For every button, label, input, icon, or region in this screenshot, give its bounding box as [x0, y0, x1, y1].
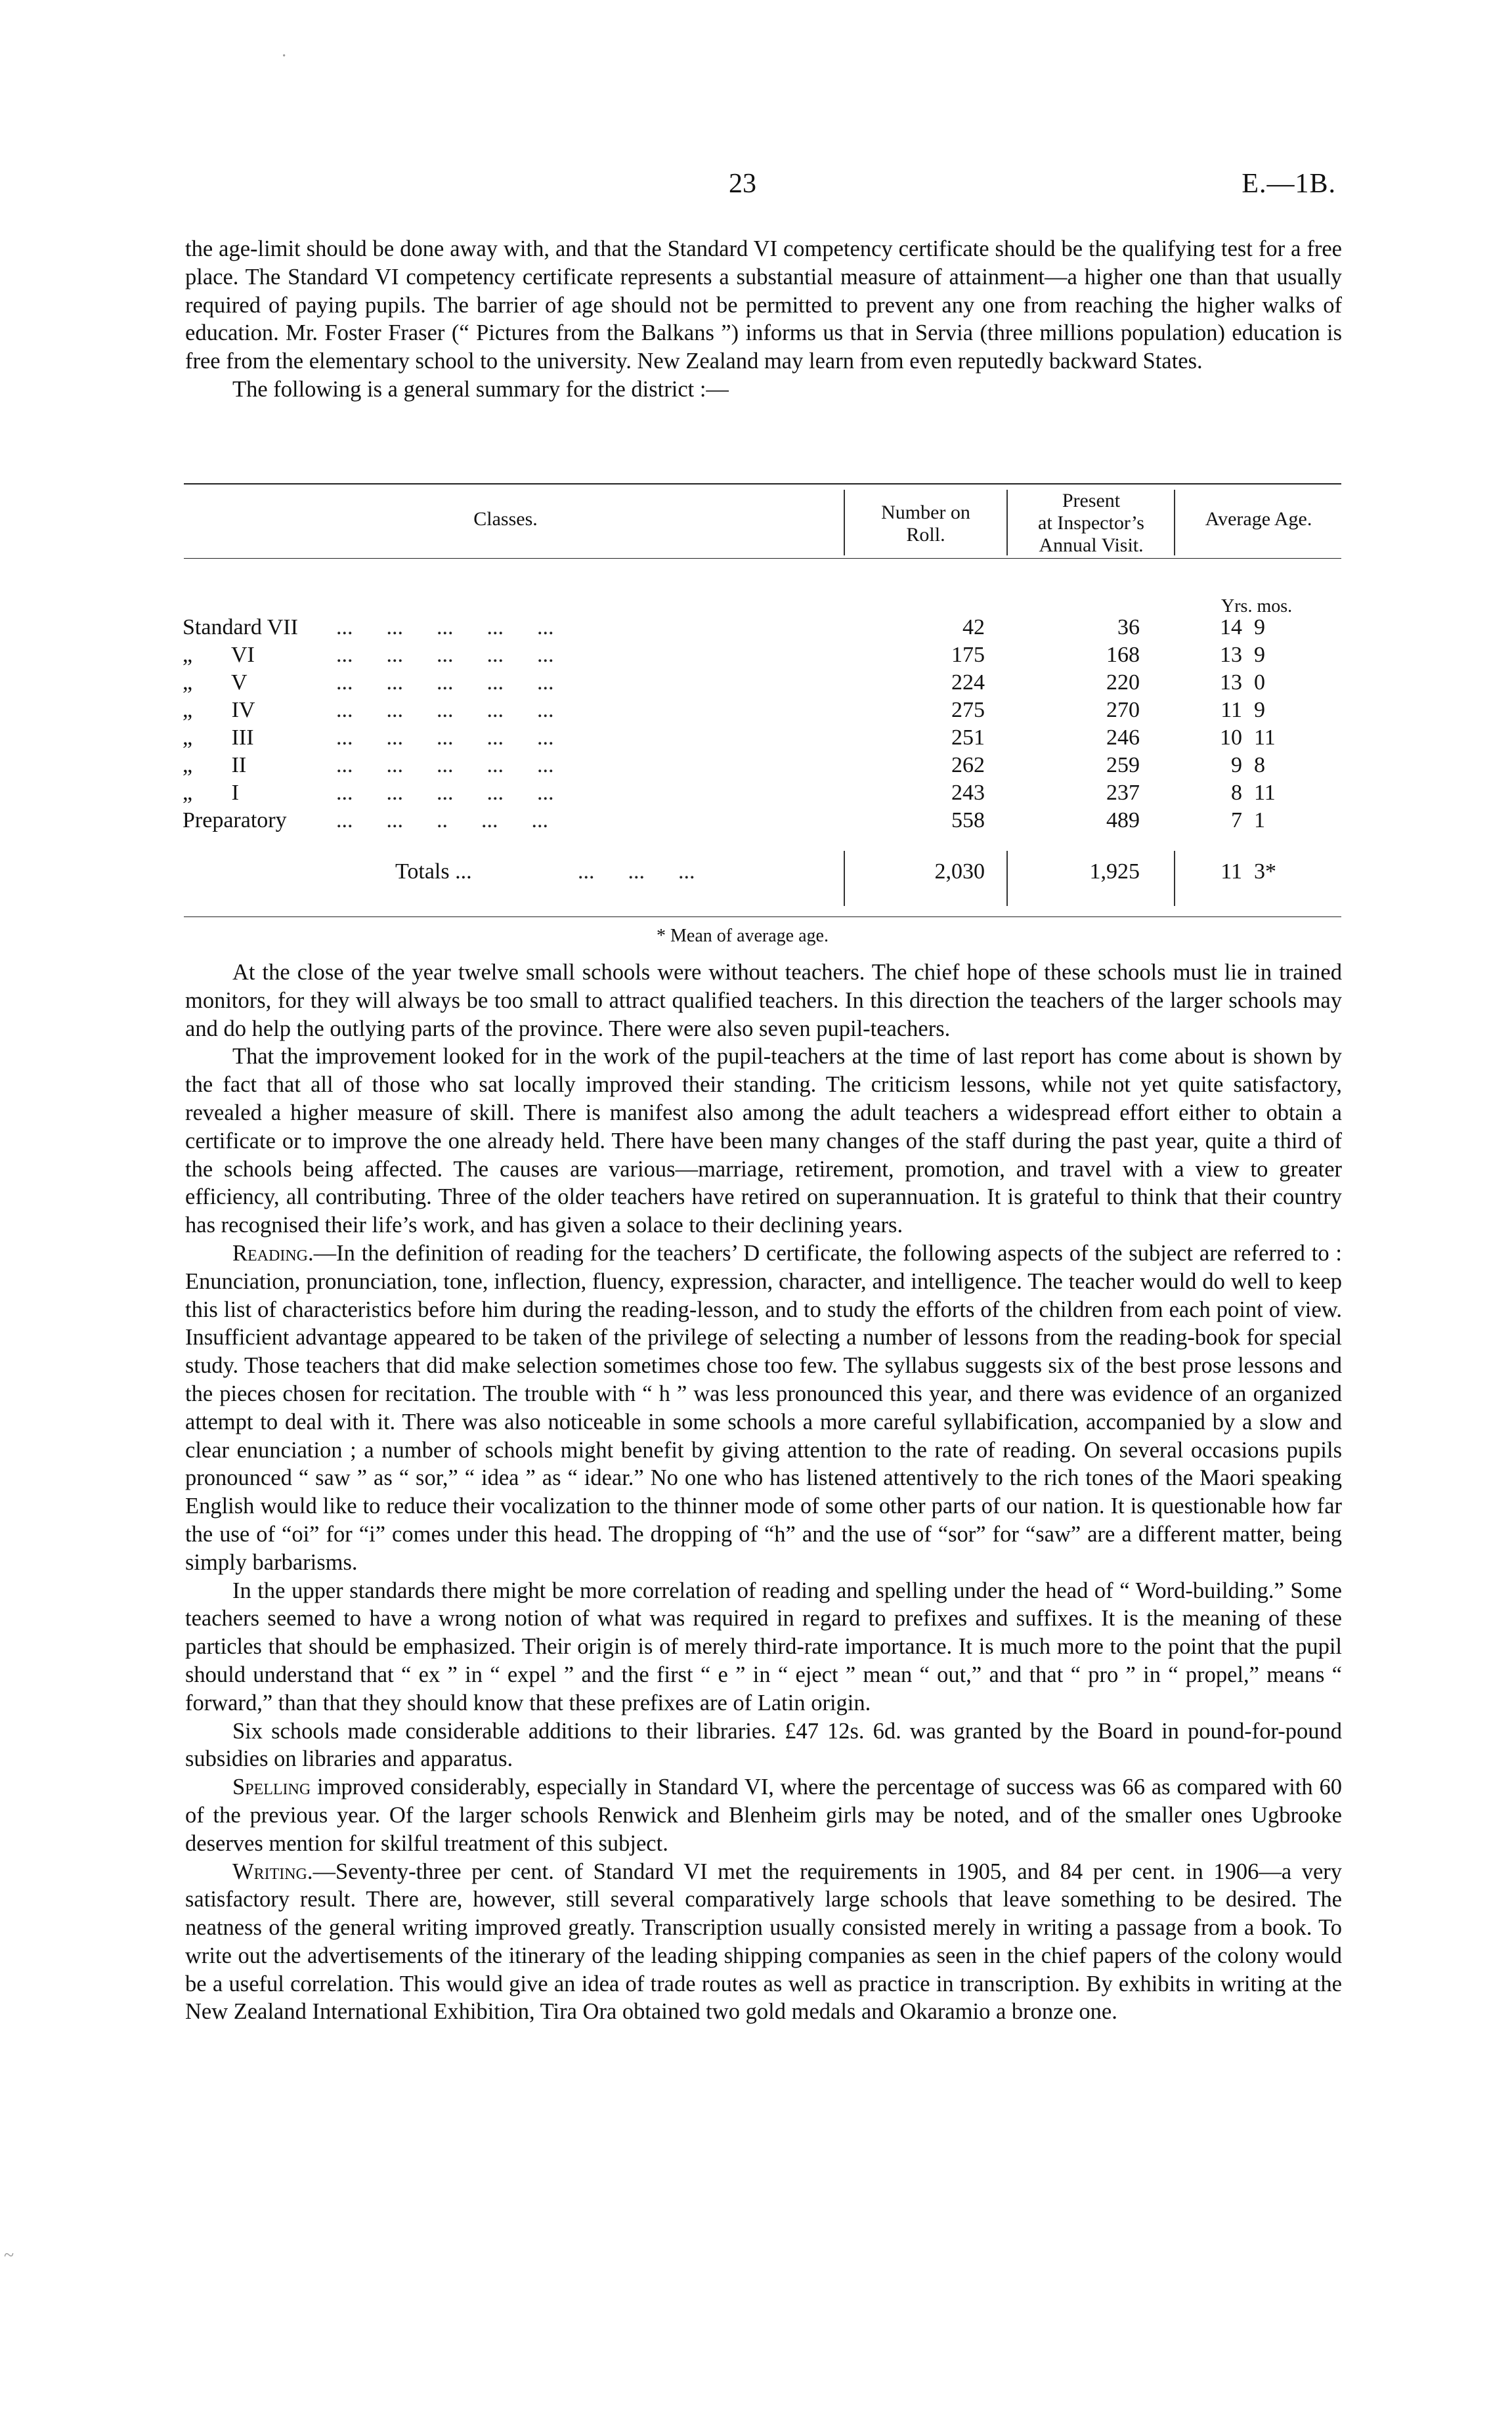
row-present: 237: [1106, 781, 1140, 805]
row-years: 9: [1231, 753, 1242, 777]
row-months: 8: [1254, 753, 1265, 777]
row-years: 7: [1231, 808, 1242, 832]
body-paragraph: [185, 1858, 1342, 2027]
header-average-age: Average Age.: [1205, 508, 1312, 530]
intro-paragraph: the age-limit should be done away with, and that the Standard VI competency certificate should be the qualifying test for a free place. The Standard VI competency certificate represents a substantial measure of attainment—a higher one than that usually required of paying pupils. The barrier of age should not be permitted to prevent any one from reaching the higher walks of education. Mr. Foster Fraser (“ Pictures from the Balkans ”) informs us that in Servia (three millions population) education is free from the elementary school to the university. New Zealand may learn from even reputedly backward States.: [185, 236, 1342, 374]
totals-leader-dots: ... ... ...: [578, 859, 695, 884]
paragraph-text: At the close of the year twelve small schools were without teachers. The chief hope of these schools must lie in trained monitors, for they will always be too small to attract qualified teachers. In this direction the teachers of the larger schools may and do help the outlying parts of the province. There were also seven pupil-teachers.: [185, 960, 1342, 1041]
row-class-label: „ III: [183, 725, 254, 750]
row-years: 13: [1220, 643, 1242, 667]
row-leader-dots: ... ... ... ... ...: [336, 615, 554, 639]
row-class-label: Standard VII: [183, 615, 298, 639]
row-present: 489: [1106, 808, 1140, 832]
scan-speck: ~: [4, 2245, 14, 2266]
row-present: 246: [1106, 725, 1140, 750]
row-roll: 42: [962, 615, 985, 639]
table-top-rule: [184, 483, 1341, 485]
column-divider: [844, 490, 845, 555]
header-classes: Classes.: [473, 508, 538, 530]
row-years: 11: [1220, 698, 1242, 722]
age-units: Yrs. mos.: [1221, 596, 1293, 616]
scan-speck: ·: [281, 46, 288, 66]
row-leader-dots: ... ... ... ... ...: [336, 643, 554, 667]
table-bottom-rule: [184, 916, 1341, 917]
paragraph-text: Six schools made considerable additions to their libraries. £47 12s. 6d. was granted by the Board in pound-for-pound subsidies on libraries and apparatus.: [185, 1718, 1342, 1772]
column-divider: [1006, 490, 1008, 555]
row-class-label: „ I: [183, 781, 239, 805]
body-paragraph: [185, 1577, 1342, 1717]
row-leader-dots: ... ... ... ... ...: [336, 725, 554, 750]
row-roll: 558: [951, 808, 985, 832]
row-class-label: „ V: [183, 670, 248, 695]
row-present: 270: [1106, 698, 1140, 722]
body-paragraph: [185, 1773, 1342, 1857]
paragraph-text: —Seventy-three per cent. of Standard VI met the requirements in 1905, and 84 per cent. in 1906—a very satisfactory result. There are, however, still several comparatively large schools that leave something to be desired. The neatness of the general writing improved greatly. Transcription usually consisted merely in writing a passage from a book. To write out the advertisements of the itinerary of the leading shipping companies as seen in the chief papers of the colony would be a useful correlation. This would give an idea of trade routes as well as practice in transcription. By exhibits in writing at the New Zealand International Exhibition, Tira Ora obtained two gold medals and Okaramio a bronze one.: [185, 1859, 1342, 2025]
totals-years: 11: [1220, 859, 1242, 884]
header-roll-line: Roll.: [906, 524, 945, 546]
row-months: 11: [1254, 725, 1276, 750]
row-present: 36: [1117, 615, 1140, 639]
document-reference: E.—1B.: [1242, 169, 1336, 199]
totals-present: 1,925: [1089, 859, 1140, 884]
header-present: [1010, 490, 1173, 557]
section-heading: Spelling: [232, 1775, 311, 1800]
row-leader-dots: ... ... ... ... ...: [336, 781, 554, 805]
row-roll: 275: [951, 698, 985, 722]
totals-label: Totals ...: [395, 859, 472, 884]
row-months: 11: [1254, 781, 1276, 805]
body-paragraph: [185, 1717, 1342, 1774]
body-text: [185, 959, 1342, 2026]
paragraph-text: —In the definition of reading for the teachers’ D certificate, the following aspects of the subject are referred to : Enunciation, pronunciation, tone, inflection, fluency, expression, character, and intelligence. The teacher would do well to keep this list of characteristics before him during the reading-lesson, and to study the efforts of the children from each point of view. Insufficient advantage appeared to be taken of the privilege of selecting a number of lessons from the reading-book for special study. Those teachers that did make selection sometimes chose too few. The syllabus suggests six of the best prose lessons and the pieces chosen for recitation. The trouble with “ h ” was less pronounced this year, and there was evidence of an organized attempt to deal with it. There was also noticeable in some schools a more careful syllabification, accompanied by a slow and clear enunciation ; a number of schools might benefit by giving attention to the rate of reading. On several occasions pupils pronounced “ saw ” as “ sor,” “ idea ” as “ idear.” No one who has listened attentively to the rich tones of the Maori speaking English would like to reduce their vocalization to the thinner mode of some other parts of our nation. It is questionable how far the use of “oi” for “i” comes under this head. The dropping of “h” and the use of “sor” for “saw” are a different matter, being simply barbarisms.: [185, 1240, 1342, 1575]
section-heading: Writing.: [232, 1859, 313, 1884]
row-class-label: „ IV: [183, 698, 255, 722]
row-years: 8: [1231, 781, 1242, 805]
row-class-label: Preparatory: [183, 808, 287, 832]
row-months: 9: [1254, 698, 1265, 722]
body-paragraph: [185, 959, 1342, 1043]
row-roll: 175: [951, 643, 985, 667]
row-months: 1: [1254, 808, 1265, 832]
header-present-line: at Inspector’s: [1038, 512, 1144, 534]
header-roll-line: Number on: [881, 502, 970, 523]
row-leader-dots: ... ... ... ... ...: [336, 698, 554, 722]
page-number: 23: [729, 169, 756, 199]
table-footnote: * Mean of average age.: [657, 926, 829, 946]
paragraph-text: In the upper standards there might be more correlation of reading and spelling under the head of “ Word-building.” Some teachers seemed to have a wrong notion of what was required in regard to prefixes and suffixes. It is the meaning of these particles that should be emphasized. Their origin is of merely third-rate importance. It is much more to the point that the pupil should understand that “ ex ” in “ expel ” and the first “ e ” in “ eject ” mean “ out,” and that “ pro ” in “ propel,” means “ forward,” than that they should know that these prefixes are of Latin origin.: [185, 1578, 1342, 1715]
header-present-line: Present: [1062, 490, 1121, 511]
column-divider: [1174, 851, 1175, 906]
summary-table: [184, 483, 1341, 924]
column-divider: [844, 851, 845, 906]
header-present-line: Annual Visit.: [1039, 534, 1144, 556]
row-present: 168: [1106, 643, 1140, 667]
intro-paragraph: The following is a general summary for the district :—: [232, 376, 729, 402]
row-leader-dots: ... ... ... ... ...: [336, 670, 554, 695]
column-divider: [1174, 490, 1175, 555]
row-present: 220: [1106, 670, 1140, 695]
row-years: 14: [1220, 615, 1242, 639]
table-header-rule: [184, 558, 1341, 559]
totals-months: 3*: [1254, 859, 1276, 884]
intro-text: [185, 235, 1342, 404]
row-months: 9: [1254, 643, 1265, 667]
row-leader-dots: ... ... ... ... ...: [336, 753, 554, 777]
row-years: 10: [1220, 725, 1242, 750]
row-leader-dots: ... ... .. ... ...: [336, 808, 548, 832]
row-years: 13: [1220, 670, 1242, 695]
row-roll: 262: [951, 753, 985, 777]
paragraph-text: That the improvement looked for in the work of the pupil-teachers at the time of last report has come about is shown by the fact that all of those who sat locally improved their standing. The criticism lessons, while not yet quite satisfactory, revealed a higher measure of skill. There is manifest also among the adult teachers a widespread effort either to obtain a certificate or to improve the one already held. There have been many changes of the staff during the past year, quite a third of the schools being affected. The causes are various—marriage, retirement, promotion, and travel with a view to greater efficiency, all contributing. Three of the older teachers have retired on superannuation. It is grateful to think that their country has recognised their life’s work, and has given a solace to their declining years.: [185, 1044, 1342, 1238]
row-months: 0: [1254, 670, 1265, 695]
row-class-label: „ VI: [183, 643, 255, 667]
row-roll: 224: [951, 670, 985, 695]
row-months: 9: [1254, 615, 1265, 639]
header-roll: [847, 502, 1004, 546]
totals-roll: 2,030: [934, 859, 985, 884]
paragraph-text: improved considerably, especially in Standard VI, where the percentage of success was 66 as compared with 60 of the previous year. Of the larger schools Renwick and Blenheim girls may be noted, and of the smaller ones Ugbrooke deserves mention for skilful treatment of this subject.: [185, 1775, 1342, 1856]
row-roll: 251: [951, 725, 985, 750]
column-divider: [1006, 851, 1008, 906]
body-paragraph: [185, 1239, 1342, 1577]
body-paragraph: [185, 1043, 1342, 1239]
row-class-label: „ II: [183, 753, 247, 777]
section-heading: Reading.: [232, 1240, 314, 1266]
row-present: 259: [1106, 753, 1140, 777]
row-roll: 243: [951, 781, 985, 805]
